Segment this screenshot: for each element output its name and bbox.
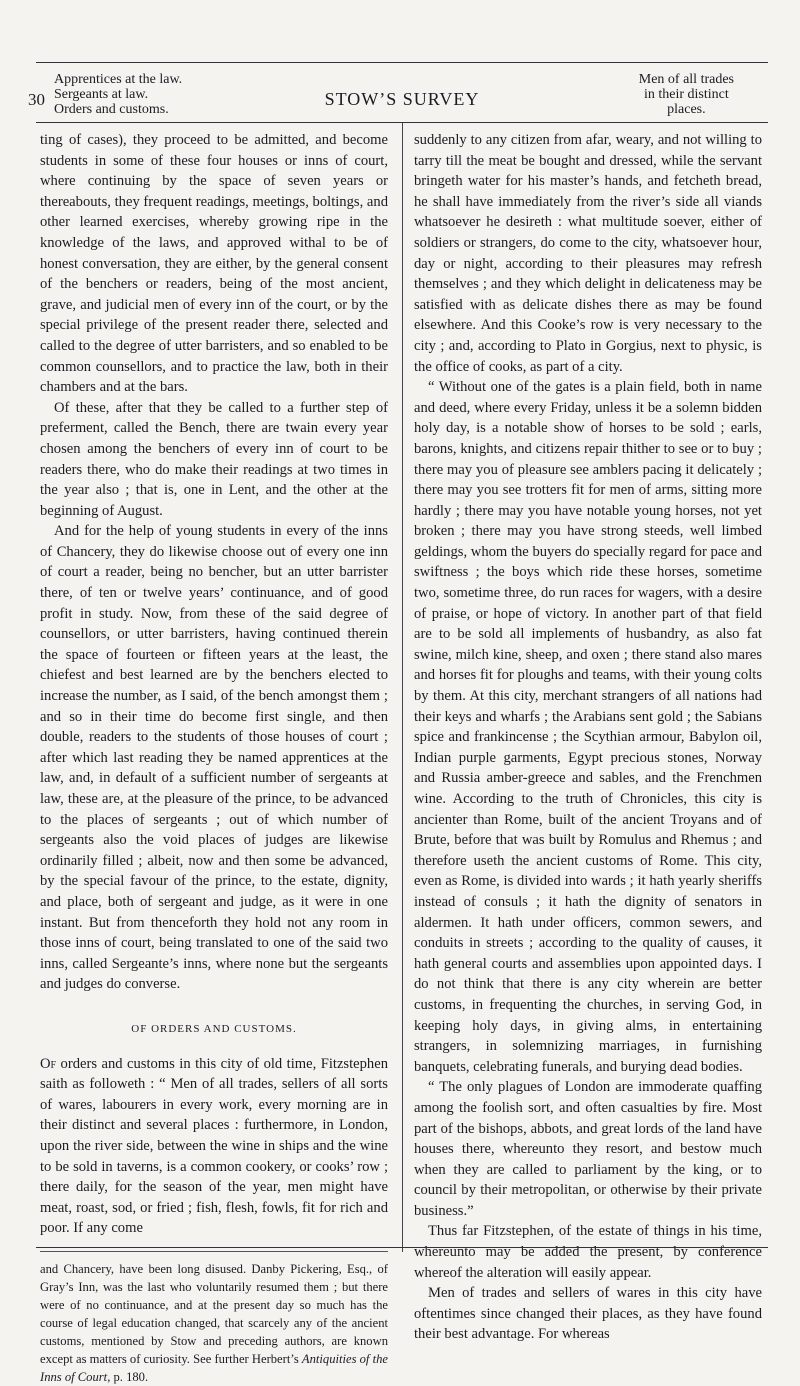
bottom-rule bbox=[36, 1247, 768, 1248]
marginal-note-line: Orders and customs. bbox=[54, 102, 169, 117]
paragraph: “ Without one of the gates is a plain field, both in name and deed, where every Friday, unless it be a solemn bidden holy day, is a notable show of horses to be sold ; earls, barons, knights, and citizens repair thither to see or to buy ; there may you of pleasure see amblers pacing it delicately ; there may you see trotters fit for men of arms, sitting more hardly ; there may you have notable young horses, not yet broken ; there may you have strong steeds, well limbed geldings, whom the buyers do specially regard for pace and swiftness ; the boys which ride these horses, sometime two, sometime three, do run races for wagers, with a desire of praise, or hope of victory. In another part of that field are to be sold all implements of husbandry, as also fat swine, milch kine, sheep, and oxen ; there stand also mares and horses fit for ploughs and teams, with their young colts by them. At this city, merchant strangers of all nations had their keys and wharfs ; the Arabians sent gold ; the Sabians spice and frankincense ; the Scythian armour, Babylon oil, Indian purple garments, Egypt precious stones, Norway and Russia amber-greece and sables, and the Frenchmen wine. According to the truth of Chronicles, this city is ancienter than Rome, built of the ancient Troyans and of Brute, before that was built by Romulus and Rhemus ; and therefore useth the ancient customs of Rome. This city, even as Rome, is divided into wards ; it hath yearly sheriffs instead of consuls ; it hath the dignity of senators in aldermen. It hath under officers, common sewers, and conduits in streets ; according to the quality of causes, it hath general courts and assemblies upon appointed days. I do not think that there is any city wherein are better customs, in frequenting the churches, in serving God, in keeping holy days, in giving alms, in entertaining strangers, in solemnizing marriages, in furnishing banquets, celebrating funerals, and burying dead bodies. bbox=[414, 379, 762, 1075]
marginal-note-line: Sergeants at law. bbox=[54, 87, 149, 102]
column-divider bbox=[402, 123, 403, 1252]
footnote-book-title: Antiquities of the Inns of Court bbox=[40, 1351, 388, 1384]
left-column bbox=[40, 130, 388, 1386]
paragraph: suddenly to any citizen from afar, weary, and not willing to tarry till the meat be bought and dressed, while the servant bringeth water for his master’s hands, and fetcheth bread, he shall have immediately from the river’s side all viands whatsoever he desireth : what multitude soever, either of soldiers or strangers, do come to the city, whatsoever hour, day or night, according to their pleasures may refresh themselves ; and they which delight in delicateness may be satisfied with as delicate dishes there as may be found elsewhere. And this Cooke’s row is very necessary to the city ; and, according to Plato in Gorgius, next to physic, is the office of cooks, as part of a city. bbox=[414, 132, 762, 375]
paragraph: Men of trades and sellers of wares in this city have oftentimes since changed their places, as they have found their best advantage. For whereas bbox=[414, 1285, 762, 1343]
paragraph-text: orders and customs in this city of old time, Fitzstephen saith as followeth : “ Men of all trades, sellers of all sorts of wares, labourers in every work, every morning are in their distinct and several places : furthermore, in London, upon the river side, between the wine in ships and the wine to be sold in taverns, is a common cookery, or cooks’ row ; there daily, for the season of the year, men might have meat, roast, sod, or fried ; fish, flesh, fowls, fit for rich and poor. If any come bbox=[40, 1055, 388, 1237]
paragraph: ting of cases), they proceed to be admitted, and become students in some of these four houses or inns of court, where continuing by the space of seven years or thereabouts, they frequent readings, meetings, boltings, and other learned exercises, whereby growing ripe in the knowledge of the laws, and approved withal to be of honest conversation, they are either, by the general consent of the benchers or readers, being of the most ancient, grave, and judicial men of every inn of the court, or by the special privilege of the present reader there, selected and called to the degree of utter barristers, and so enabled to be common counsellors, and to practice the law, both in their chambers and at the bars. bbox=[40, 132, 388, 396]
right-column bbox=[414, 130, 762, 1345]
paragraph bbox=[40, 1054, 388, 1239]
running-title: STOW’S SURVEY bbox=[324, 89, 480, 109]
page-number: 30 bbox=[28, 90, 45, 109]
right-marginal-note bbox=[639, 72, 734, 117]
book-page bbox=[28, 62, 768, 1384]
paragraph: And for the help of young students in every of the inns of Chancery, they do likewise choose out of every one inn of court a reader, being no bencher, but an utter barrister there, of ten or twelve years’ continuance, and of good profit in study. Now, from these of the said degree of counsellors, or utter barristers, having continued therein the space of fourteen or fifteen years at the least, the chiefest and best learned are by the benchers elected to increase the number, as I said, of the bench amongst them ; and so in their time do become first single, and then double, readers to the students of those houses of court ; after which last reading they be named apprentices at the law, and, in default of a sufficient number of sergeants at law, these are, at the pleasure of the prince, to be advanced to the places of sergeants ; out of which number of sergeants also the void places of judges are likewise ordinarily filled ; albeit, now and then some be advanced, by the special favour of the prince, to the estate, dignity, and place, both of sergeant and judge, as it were in one instant. But from thenceforth they hold not any room in those inns of court, being translated to one of the said two inns, called Sergeante’s inns, where none but the sergeants and judges do converse. bbox=[40, 523, 388, 993]
top-rule bbox=[36, 62, 768, 63]
marginal-note-line: in their distinct bbox=[643, 87, 729, 102]
paragraph: “ The only plagues of London are immoderate quaffing among the foolish sort, and often casualties by fire. Most part of the bishops, abbots, and great lords of the land have houses there, whereunto they resort, and bestow much when they are called to parliament by the king, or to council by their metropolitan, or otherwise by their private business.” bbox=[414, 1079, 762, 1219]
section-heading: OF ORDERS AND CUSTOMS. bbox=[131, 1022, 297, 1035]
footnote-rule bbox=[40, 1251, 388, 1252]
paragraph: Of these, after that they be called to a further step of preferment, called the Bench, there are twain every year chosen among the benchers of every inn of court to be readers there, who do make their readings at two times in the year also ; that is, one in Lent, and the other at the beginning of August. bbox=[40, 399, 388, 519]
marginal-note-line: Men of all trades bbox=[638, 72, 734, 87]
marginal-note-line: places. bbox=[667, 102, 706, 117]
small-caps-opening: Of bbox=[40, 1055, 57, 1072]
footnote-page-ref: , p. 180. bbox=[107, 1369, 149, 1384]
footnote bbox=[40, 1260, 388, 1386]
page-header bbox=[28, 72, 768, 124]
paragraph: Thus far Fitzstephen, of the estate of things in his time, whereunto may be added the present, by conference whereof the alteration will easily appear. bbox=[414, 1223, 762, 1281]
marginal-note-line: Apprentices at the law. bbox=[54, 72, 183, 87]
footnote-text: and Chancery, have been long disused. Danby Pickering, Esq., of Gray’s Inn, was the last who voluntarily resumed them ; but there were of no continuance, and at the present day so much has the course of legal education changed, that scarcely any of the ancient customs, mentioned by Stow and preceding authors, are known except as matters of curiosity. See further Herbert’s bbox=[40, 1261, 388, 1366]
